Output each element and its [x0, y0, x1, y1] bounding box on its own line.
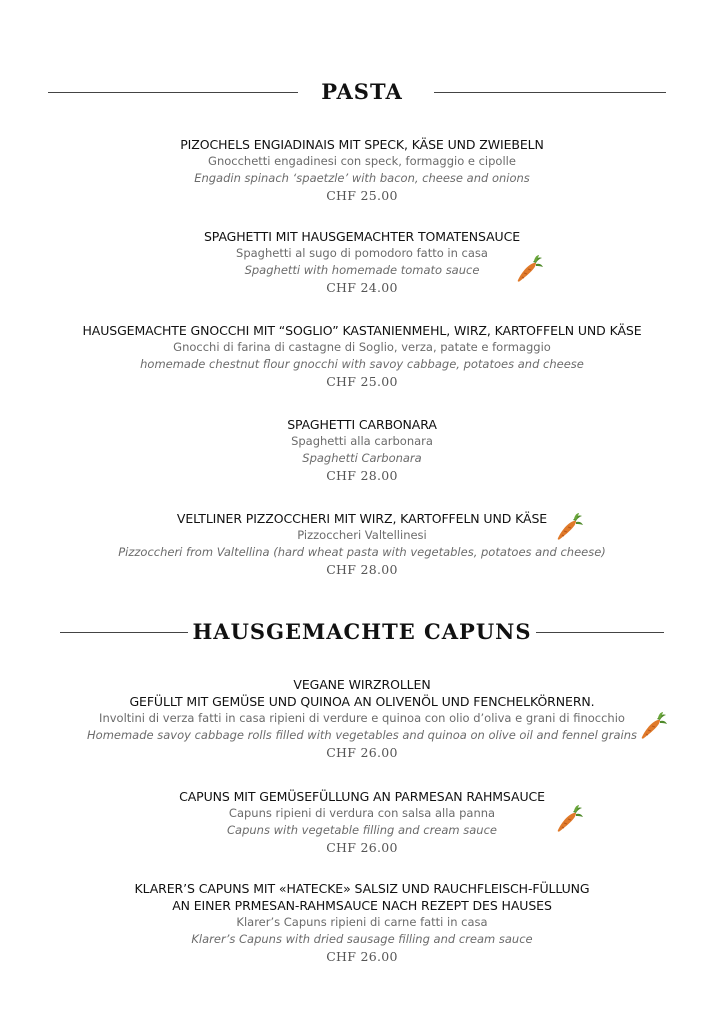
dish-price: CHF 24.00: [326, 280, 398, 295]
dish-name-de: CAPUNS MIT GEMÜSEFÜLLUNG AN PARMESAN RAHMSAUCE: [179, 789, 545, 804]
dish-price: CHF 26.00: [326, 745, 398, 760]
dish-name-de-line2: AN EINER PRMESAN-RAHMSAUCE NACH REZEPT DES HAUSES: [172, 898, 552, 913]
dish-name-en: Spaghetti Carbonara: [302, 451, 422, 465]
carrot-icon: [554, 512, 584, 542]
dish-name-en: Spaghetti with homemade tomato sauce: [244, 263, 480, 277]
dish-name-de: HAUSGEMACHTE GNOCCHI MIT “SOGLIO” KASTANIENMEHL, WIRZ, KARTOFFELN UND KÄSE: [82, 323, 642, 338]
section-title: PASTA: [0, 77, 724, 107]
menu-item: [0, 880, 724, 965]
dish-name-en: Engadin spinach ‘spaetzle’ with bacon, cheese and onions: [194, 171, 530, 185]
section-header-capuns: [0, 617, 724, 647]
menu-item: [0, 136, 724, 204]
dish-price: CHF 26.00: [326, 949, 398, 964]
dish-name-it: Klarer’s Capuns ripieni di carne fatti in casa: [236, 915, 488, 929]
dish-price: CHF 25.00: [326, 188, 398, 203]
carrot-icon: [514, 254, 544, 284]
carrot-icon: [638, 711, 668, 741]
menu-item: [0, 228, 724, 296]
dish-name-de: VELTLINER PIZZOCCHERI MIT WIRZ, KARTOFFELN UND KÄSE: [176, 511, 548, 526]
section-title: HAUSGEMACHTE CAPUNS: [0, 617, 724, 647]
dish-price: CHF 28.00: [326, 562, 398, 577]
dish-name-en: Capuns with vegetable filling and cream sauce: [227, 823, 497, 837]
dish-name-it: Gnocchi di farina di castagne di Soglio, verza, patate e formaggio: [173, 340, 551, 354]
dish-name-it: Involtini di verza fatti in casa ripieni di verdure e quinoa con olio d’oliva e grani di finocchio: [99, 711, 625, 725]
dish-name-de: SPAGHETTI MIT HAUSGEMACHTER TOMATENSAUCE: [203, 229, 521, 244]
dish-name-it: Spaghetti al sugo di pomodoro fatto in casa: [236, 246, 488, 260]
dish-name-de: SPAGHETTI CARBONARA: [287, 417, 437, 432]
dish-price: CHF 25.00: [326, 374, 398, 389]
dish-name-de: VEGANE WIRZROLLEN: [293, 677, 431, 692]
dish-price: CHF 28.00: [326, 468, 398, 483]
dish-name-it: Gnocchetti engadinesi con speck, formaggio e cipolle: [208, 154, 516, 168]
menu-item: [0, 676, 724, 761]
dish-name-it: Spaghetti alla carbonara: [291, 434, 433, 448]
dish-name-en: Pizzoccheri from Valtellina (hard wheat pasta with vegetables, potatoes and cheese): [118, 545, 606, 559]
section-header-pasta: [0, 77, 724, 107]
dish-name-en: homemade chestnut flour gnocchi with savoy cabbage, potatoes and cheese: [140, 357, 584, 371]
dish-price: CHF 26.00: [326, 840, 398, 855]
dish-name-de-line2: GEFÜLLT MIT GEMÜSE UND QUINOA AN OLIVENÖL UND FENCHELKÖRNERN.: [129, 694, 595, 709]
dish-name-en: Klarer’s Capuns with dried sausage filling and cream sauce: [191, 932, 533, 946]
dish-name-de: KLARER’S CAPUNS MIT «HATECKE» SALSIZ UND RAUCHFLEISCH-FÜLLUNG: [134, 881, 590, 896]
menu-item: [0, 788, 724, 856]
dish-name-en: Homemade savoy cabbage rolls filled with vegetables and quinoa on olive oil and fennel grains: [87, 728, 637, 742]
menu-item: [0, 322, 724, 390]
dish-name-it: Pizzoccheri Valtellinesi: [297, 528, 427, 542]
dish-name-it: Capuns ripieni di verdura con salsa alla panna: [228, 806, 496, 820]
carrot-icon: [554, 804, 584, 834]
menu-item: [0, 510, 724, 578]
dish-name-de: PIZOCHELS ENGIADINAIS MIT SPECK, KÄSE UND ZWIEBELN: [180, 137, 544, 152]
menu-item: [0, 416, 724, 484]
